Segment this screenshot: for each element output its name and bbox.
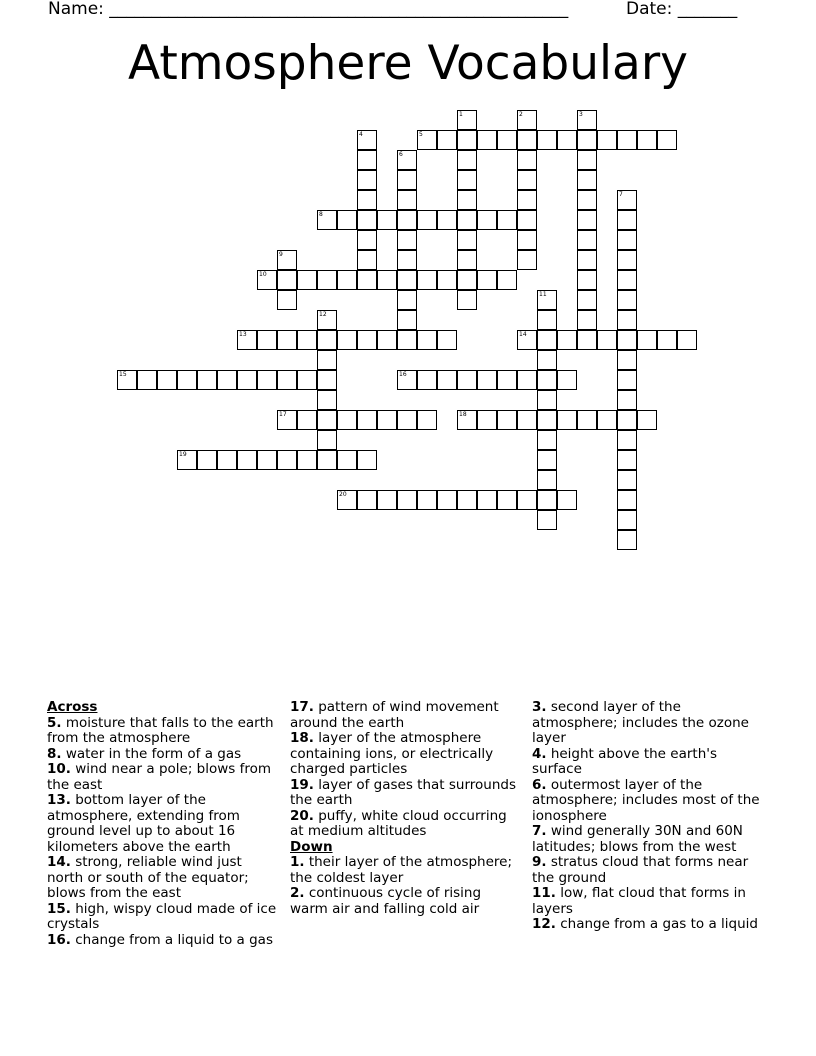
- clue-number: 10: [259, 271, 267, 278]
- grid-cell[interactable]: [417, 490, 437, 510]
- clue-num: 6.: [532, 776, 547, 793]
- clue-text: moisture that falls to the earth from the atmosphere: [47, 714, 274, 746]
- grid-cell[interactable]: [617, 350, 637, 370]
- grid-cell[interactable]: [617, 310, 637, 330]
- grid-cell[interactable]: [577, 230, 597, 250]
- clue-num: 3.: [532, 699, 547, 715]
- clue-text: their layer of the atmosphere; the coldest layer: [290, 854, 513, 886]
- clue-text: wind generally 30N and 60N latitudes; blows from the west: [532, 823, 743, 855]
- clue-item: [532, 886, 762, 917]
- grid-cell[interactable]: [297, 270, 317, 290]
- grid-cell[interactable]: [577, 110, 597, 130]
- grid-cell[interactable]: [357, 450, 377, 470]
- clue-number: 4: [359, 131, 363, 138]
- grid-cell[interactable]: [577, 290, 597, 310]
- grid-cell[interactable]: [317, 310, 337, 330]
- clue-number: 3: [579, 111, 583, 118]
- grid-cell[interactable]: [617, 490, 637, 510]
- grid-cell[interactable]: [437, 210, 457, 230]
- grid-cell[interactable]: [477, 210, 497, 230]
- grid-cell[interactable]: [457, 190, 477, 210]
- grid-cell[interactable]: [437, 270, 457, 290]
- grid-cell[interactable]: [577, 130, 597, 150]
- grid-cell[interactable]: [257, 330, 277, 350]
- grid-cell[interactable]: [537, 330, 557, 350]
- clue-num: 13.: [47, 792, 71, 808]
- grid-cell[interactable]: [577, 210, 597, 230]
- grid-cell[interactable]: [617, 230, 637, 250]
- clue-text: wind near a pole; blows from the east: [47, 761, 272, 793]
- grid-cell[interactable]: [457, 410, 477, 430]
- grid-cell[interactable]: [337, 490, 357, 510]
- grid-cell[interactable]: [517, 230, 537, 250]
- grid-cell[interactable]: [497, 210, 517, 230]
- grid-cell[interactable]: [637, 410, 657, 430]
- grid-cell[interactable]: [397, 230, 417, 250]
- clue-item: [290, 886, 520, 917]
- grid-cell[interactable]: [617, 330, 637, 350]
- clue-num: 8.: [47, 745, 62, 762]
- clue-item: [532, 824, 762, 855]
- grid-cell[interactable]: [317, 390, 337, 410]
- grid-cell[interactable]: [377, 270, 397, 290]
- grid-cell[interactable]: [417, 210, 437, 230]
- grid-cell[interactable]: [537, 350, 557, 370]
- grid-cell[interactable]: [337, 450, 357, 470]
- grid-cell[interactable]: [357, 210, 377, 230]
- grid-cell[interactable]: [617, 410, 637, 430]
- grid-cell[interactable]: [537, 430, 557, 450]
- grid-cell[interactable]: [357, 270, 377, 290]
- grid-cell[interactable]: [197, 370, 217, 390]
- clue-text: layer of gases that surrounds the earth: [290, 776, 517, 808]
- grid-cell[interactable]: [497, 490, 517, 510]
- grid-cell[interactable]: [177, 370, 197, 390]
- clue-item: [47, 747, 277, 763]
- clue-list: [47, 700, 777, 960]
- clue-number: 5: [419, 131, 423, 138]
- grid-cell[interactable]: [297, 330, 317, 350]
- grid-cell[interactable]: [417, 410, 437, 430]
- clue-text: low, flat cloud that forms in layers: [532, 885, 746, 917]
- grid-cell[interactable]: [357, 330, 377, 350]
- clue-num: 17.: [290, 699, 314, 715]
- grid-cell[interactable]: [497, 410, 517, 430]
- grid-cell[interactable]: [457, 150, 477, 170]
- grid-cell[interactable]: [397, 150, 417, 170]
- grid-cell[interactable]: [257, 370, 277, 390]
- grid-cell[interactable]: [377, 330, 397, 350]
- clue-text: puffy, white cloud occurring at medium altitudes: [290, 807, 507, 839]
- clue-num: 12.: [532, 916, 556, 932]
- clue-item: [47, 902, 277, 933]
- grid-cell[interactable]: [277, 290, 297, 310]
- grid-cell[interactable]: [277, 270, 297, 290]
- grid-cell[interactable]: [457, 270, 477, 290]
- grid-cell[interactable]: [537, 390, 557, 410]
- grid-cell[interactable]: [137, 370, 157, 390]
- clue-text: stratus cloud that forms near the ground: [532, 854, 749, 886]
- clue-item: [532, 855, 762, 886]
- grid-cell[interactable]: [337, 210, 357, 230]
- grid-cell[interactable]: [397, 310, 417, 330]
- grid-cell[interactable]: [317, 370, 337, 390]
- grid-cell[interactable]: [497, 270, 517, 290]
- grid-cell[interactable]: [497, 370, 517, 390]
- grid-cell[interactable]: [577, 190, 597, 210]
- grid-cell[interactable]: [397, 190, 417, 210]
- grid-cell[interactable]: [537, 510, 557, 530]
- grid-cell[interactable]: [437, 330, 457, 350]
- grid-cell[interactable]: [457, 230, 477, 250]
- grid-cell[interactable]: [397, 330, 417, 350]
- grid-cell[interactable]: [317, 210, 337, 230]
- grid-cell[interactable]: [557, 370, 577, 390]
- grid-cell[interactable]: [157, 370, 177, 390]
- clue-num: 15.: [47, 900, 71, 917]
- clue-item: [532, 700, 762, 747]
- clue-item: [290, 731, 520, 778]
- clue-text: bottom layer of the atmosphere, extending from ground level up to about 16 kilometers above the earth: [47, 792, 240, 855]
- grid-cell[interactable]: [617, 530, 637, 550]
- clue-item: [532, 917, 762, 933]
- clue-text: strong, reliable wind just north or south of the equator; blows from the east: [47, 854, 249, 901]
- grid-cell[interactable]: [597, 330, 617, 350]
- clue-num: 2.: [290, 885, 305, 901]
- grid-cell[interactable]: [597, 130, 617, 150]
- grid-cell[interactable]: [317, 350, 337, 370]
- grid-cell[interactable]: [597, 410, 617, 430]
- grid-cell[interactable]: [297, 370, 317, 390]
- clue-num: 11.: [532, 885, 556, 901]
- grid-cell[interactable]: [537, 410, 557, 430]
- grid-cell[interactable]: [317, 330, 337, 350]
- grid-cell[interactable]: [577, 310, 597, 330]
- grid-cell[interactable]: [557, 490, 577, 510]
- grid-cell[interactable]: [357, 130, 377, 150]
- grid-cell[interactable]: [277, 370, 297, 390]
- grid-cell[interactable]: [277, 250, 297, 270]
- grid-cell[interactable]: [457, 250, 477, 270]
- clue-number: 17: [279, 411, 287, 418]
- clue-num: 14.: [47, 854, 71, 870]
- clue-item: [47, 716, 277, 747]
- grid-cell[interactable]: [377, 410, 397, 430]
- clue-number: 16: [399, 371, 407, 378]
- grid-cell[interactable]: [617, 290, 637, 310]
- clue-item: [290, 700, 520, 731]
- grid-cell[interactable]: [417, 330, 437, 350]
- grid-cell[interactable]: [617, 370, 637, 390]
- grid-cell[interactable]: [357, 150, 377, 170]
- clue-number: 18: [459, 411, 467, 418]
- grid-cell[interactable]: [297, 410, 317, 430]
- grid-cell[interactable]: [317, 430, 337, 450]
- grid-cell[interactable]: [437, 370, 457, 390]
- clue-num: 16.: [47, 931, 71, 948]
- grid-cell[interactable]: [177, 450, 197, 470]
- grid-cell[interactable]: [617, 510, 637, 530]
- grid-cell[interactable]: [197, 450, 217, 470]
- grid-cell[interactable]: [517, 150, 537, 170]
- grid-cell[interactable]: [397, 210, 417, 230]
- clue-text: continuous cycle of rising warm air and falling cold air: [290, 885, 482, 917]
- grid-cell[interactable]: [617, 470, 637, 490]
- clue-item: [290, 778, 520, 809]
- clue-num: 9.: [532, 854, 547, 870]
- grid-cell[interactable]: [397, 290, 417, 310]
- grid-cell[interactable]: [357, 230, 377, 250]
- grid-cell[interactable]: [537, 290, 557, 310]
- grid-cell[interactable]: [517, 250, 537, 270]
- grid-cell[interactable]: [357, 190, 377, 210]
- grid-cell[interactable]: [557, 130, 577, 150]
- grid-cell[interactable]: [317, 410, 337, 430]
- grid-cell[interactable]: [397, 410, 417, 430]
- grid-cell[interactable]: [517, 170, 537, 190]
- clue-number: 14: [519, 331, 527, 338]
- grid-cell[interactable]: [537, 370, 557, 390]
- clue-item: [47, 933, 277, 949]
- grid-cell[interactable]: [417, 130, 437, 150]
- grid-cell[interactable]: [457, 170, 477, 190]
- grid-cell[interactable]: [557, 410, 577, 430]
- grid-cell[interactable]: [657, 330, 677, 350]
- grid-cell[interactable]: [517, 330, 537, 350]
- grid-cell[interactable]: [617, 450, 637, 470]
- clue-item: [290, 809, 520, 840]
- grid-cell[interactable]: [217, 370, 237, 390]
- grid-cell[interactable]: [497, 130, 517, 150]
- grid-cell[interactable]: [517, 210, 537, 230]
- grid-cell[interactable]: [617, 210, 637, 230]
- grid-cell[interactable]: [537, 130, 557, 150]
- grid-cell[interactable]: [237, 370, 257, 390]
- clue-item: [47, 793, 277, 855]
- grid-cell[interactable]: [317, 270, 337, 290]
- grid-cell[interactable]: [457, 370, 477, 390]
- grid-cell[interactable]: [617, 430, 637, 450]
- grid-cell[interactable]: [577, 410, 597, 430]
- grid-cell[interactable]: [557, 330, 577, 350]
- grid-cell[interactable]: [577, 270, 597, 290]
- clue-text: high, wispy cloud made of ice crystals: [47, 900, 277, 932]
- clue-text: change from a gas to a liquid: [555, 916, 758, 932]
- grid-cell[interactable]: [277, 410, 297, 430]
- grid-cell[interactable]: [417, 270, 437, 290]
- grid-cell[interactable]: [417, 370, 437, 390]
- grid-cell[interactable]: [457, 290, 477, 310]
- grid-cell[interactable]: [537, 450, 557, 470]
- grid-cell[interactable]: [457, 490, 477, 510]
- grid-cell[interactable]: [437, 490, 457, 510]
- clue-number: 11: [539, 291, 547, 298]
- grid-cell[interactable]: [617, 130, 637, 150]
- clue-text: pattern of wind movement around the earth: [290, 699, 499, 731]
- clue-number: 19: [179, 451, 187, 458]
- clue-number: 13: [239, 331, 247, 338]
- grid-cell[interactable]: [577, 150, 597, 170]
- grid-cell[interactable]: [457, 130, 477, 150]
- grid-cell[interactable]: [257, 270, 277, 290]
- clue-section-heading: Down: [290, 838, 333, 855]
- clue-item: [532, 747, 762, 778]
- grid-cell[interactable]: [337, 410, 357, 430]
- grid-cell[interactable]: [257, 450, 277, 470]
- clue-num: 5.: [47, 714, 62, 731]
- grid-cell[interactable]: [477, 410, 497, 430]
- clue-section-heading: Across: [47, 699, 98, 715]
- clue-num: 1.: [290, 854, 305, 870]
- grid-cell[interactable]: [237, 330, 257, 350]
- grid-cell[interactable]: [617, 270, 637, 290]
- clue-number: 6: [399, 151, 403, 158]
- clue-num: 19.: [290, 776, 314, 793]
- grid-cell[interactable]: [537, 490, 557, 510]
- grid-cell[interactable]: [217, 450, 237, 470]
- clue-text: second layer of the atmosphere; includes the ozone layer: [532, 699, 749, 746]
- grid-cell[interactable]: [517, 490, 537, 510]
- grid-cell[interactable]: [677, 330, 697, 350]
- grid-cell[interactable]: [397, 270, 417, 290]
- grid-cell[interactable]: [477, 130, 497, 150]
- grid-cell[interactable]: [277, 450, 297, 470]
- grid-cell[interactable]: [617, 190, 637, 210]
- clue-column-1: [47, 700, 277, 948]
- grid-cell[interactable]: [397, 170, 417, 190]
- grid-cell[interactable]: [397, 250, 417, 270]
- grid-cell[interactable]: [637, 130, 657, 150]
- grid-cell[interactable]: [357, 410, 377, 430]
- grid-cell[interactable]: [637, 330, 657, 350]
- grid-cell[interactable]: [357, 490, 377, 510]
- clue-number: 1: [459, 111, 463, 118]
- grid-cell[interactable]: [377, 490, 397, 510]
- page-title: Atmosphere Vocabulary: [128, 36, 688, 91]
- clue-num: 20.: [290, 807, 314, 824]
- grid-cell[interactable]: [617, 250, 637, 270]
- grid-cell[interactable]: [517, 110, 537, 130]
- grid-cell[interactable]: [477, 370, 497, 390]
- clue-item: [47, 855, 277, 902]
- clue-number: 15: [119, 371, 127, 378]
- grid-cell[interactable]: [537, 470, 557, 490]
- grid-cell[interactable]: [457, 210, 477, 230]
- grid-cell[interactable]: [517, 370, 537, 390]
- grid-cell[interactable]: [337, 270, 357, 290]
- grid-cell[interactable]: [537, 310, 557, 330]
- grid-cell[interactable]: [577, 250, 597, 270]
- clue-column-3: [532, 700, 762, 933]
- grid-cell[interactable]: [297, 450, 317, 470]
- clue-item: [290, 855, 520, 886]
- grid-cell[interactable]: [357, 250, 377, 270]
- clue-num: 10.: [47, 761, 71, 777]
- grid-cell[interactable]: [237, 450, 257, 470]
- grid-cell[interactable]: [337, 330, 357, 350]
- grid-cell[interactable]: [277, 330, 297, 350]
- grid-cell[interactable]: [617, 390, 637, 410]
- grid-cell[interactable]: [517, 410, 537, 430]
- clue-num: 7.: [532, 823, 547, 839]
- clue-item: [47, 762, 277, 793]
- clue-number: 12: [319, 311, 327, 318]
- grid-cell[interactable]: [457, 110, 477, 130]
- clue-text: change from a liquid to a gas: [70, 931, 273, 948]
- grid-cell[interactable]: [477, 490, 497, 510]
- clue-item: [532, 778, 762, 825]
- clue-text: layer of the atmosphere containing ions, or electrically charged particles: [290, 730, 494, 777]
- grid-cell[interactable]: [517, 130, 537, 150]
- clue-number: 2: [519, 111, 523, 118]
- clue-number: 20: [339, 491, 347, 498]
- clue-num: 18.: [290, 730, 314, 746]
- grid-cell[interactable]: [397, 370, 417, 390]
- clue-column-2: [290, 700, 520, 917]
- grid-cell[interactable]: [377, 210, 397, 230]
- clue-num: 4.: [532, 745, 547, 762]
- name-field-label: Name: ______________________________________________________: [48, 0, 569, 19]
- clue-number: 9: [279, 251, 283, 258]
- grid-cell[interactable]: [577, 330, 597, 350]
- grid-cell[interactable]: [357, 170, 377, 190]
- clue-number: 8: [319, 211, 323, 218]
- clue-text: height above the earth's surface: [532, 745, 718, 777]
- grid-cell[interactable]: [477, 270, 497, 290]
- grid-cell[interactable]: [657, 130, 677, 150]
- grid-cell[interactable]: [437, 130, 457, 150]
- date-field-label: Date: _______: [626, 0, 738, 19]
- grid-cell[interactable]: [577, 170, 597, 190]
- clue-number: 7: [619, 191, 623, 198]
- grid-cell[interactable]: [317, 450, 337, 470]
- grid-cell[interactable]: [517, 190, 537, 210]
- clue-text: outermost layer of the atmosphere; includes most of the ionosphere: [532, 776, 760, 824]
- grid-cell[interactable]: [117, 370, 137, 390]
- clue-text: water in the form of a gas: [61, 745, 242, 762]
- grid-cell[interactable]: [397, 490, 417, 510]
